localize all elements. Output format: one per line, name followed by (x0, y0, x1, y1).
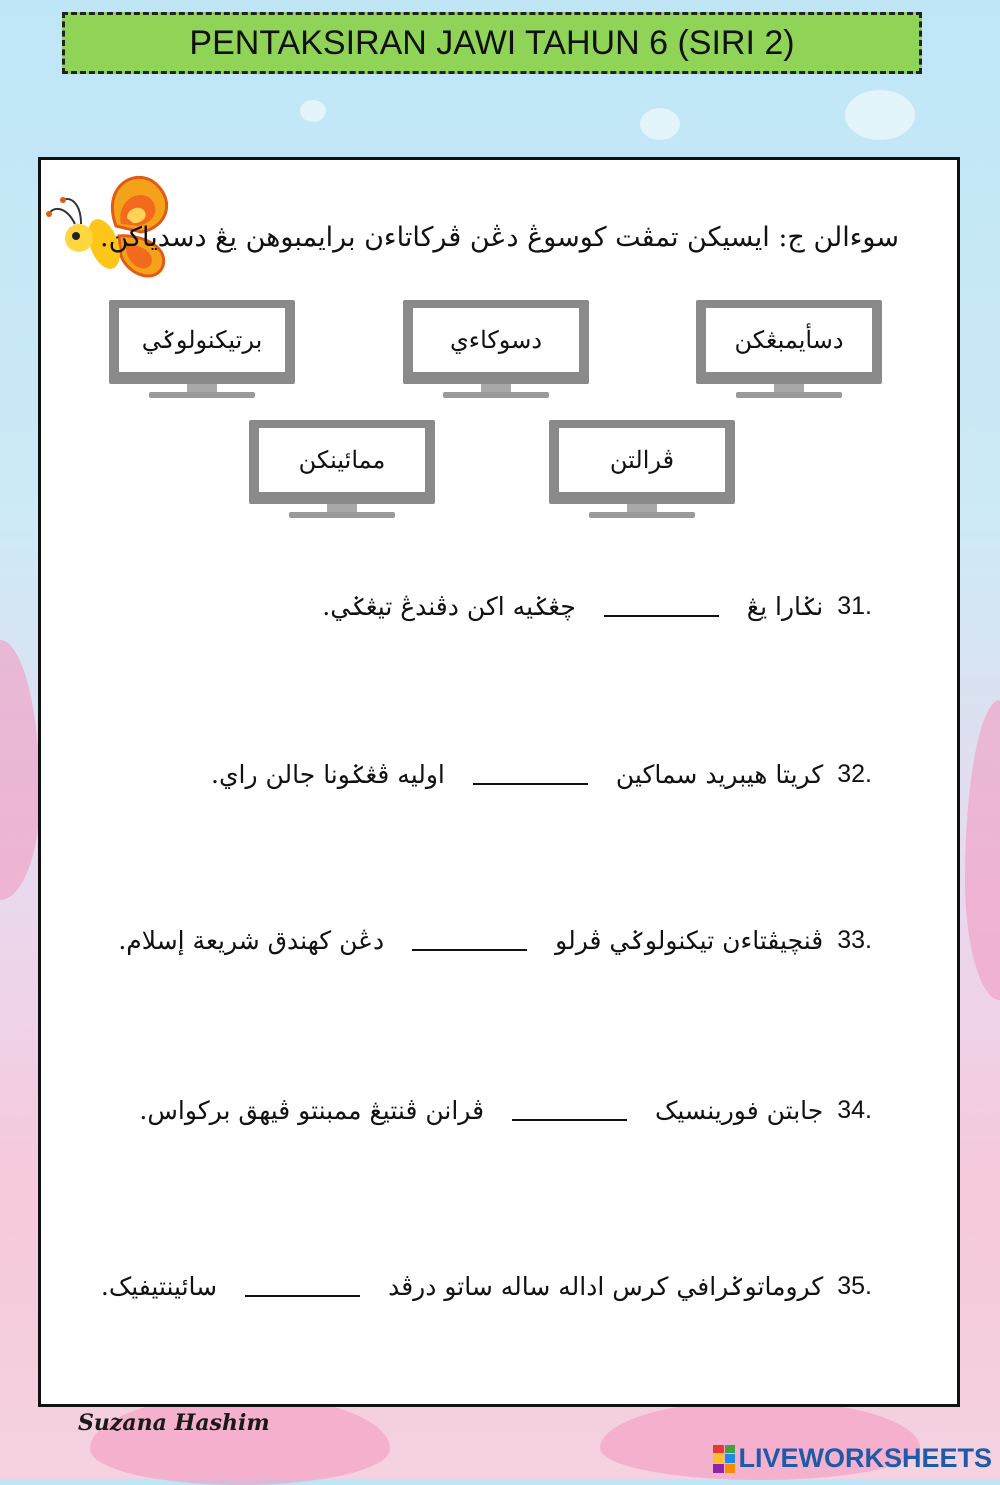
answer-blank[interactable] (512, 1101, 627, 1121)
worksheet-title: PENTAKSIRAN JAWI TAHUN 6 (SIRI 2) (62, 12, 922, 74)
instruction-text: سوءالن ج: ايسيکن تمڤت کوسوڠ دڠن ڤرکاتاءن برايمبوهن يڠ دسدياکن. (99, 222, 899, 253)
question-number: 31. (837, 592, 872, 620)
question-33 (118, 926, 872, 955)
question-text-after: ڤرانن ڤنتيڠ ممبنتو ڤيهق برکواس. (139, 1096, 485, 1125)
background-bubble (640, 108, 680, 140)
question-34 (139, 1096, 872, 1125)
question-text-before: کريتا هيبريد سماکين (615, 760, 824, 789)
background-flower (90, 1395, 390, 1485)
question-31 (322, 592, 872, 621)
liveworksheets-icon (713, 1445, 735, 1473)
question-32 (211, 760, 872, 789)
answer-blank[interactable] (473, 765, 588, 785)
word-option-label: دسوکاءي (413, 308, 579, 372)
word-option-monitor (403, 300, 589, 400)
answer-blank[interactable] (245, 1277, 360, 1297)
word-option-monitor (696, 300, 882, 400)
word-option-monitor (249, 420, 435, 520)
question-number: 32. (837, 760, 872, 788)
question-text-before: ڤنچيڤتاءن تيکنولوݢي ڤرلو (555, 926, 824, 955)
answer-blank[interactable] (412, 931, 527, 951)
brand-name: LIVEWORKSHEETS (738, 1443, 992, 1473)
question-text-after: اوليه ڤڠݢونا جالن راي. (211, 760, 445, 789)
question-text-before: جابتن فورينسيک (655, 1096, 824, 1125)
word-option-label: ڤرالتن (559, 428, 725, 492)
question-number: 33. (837, 926, 872, 954)
background-bubble (845, 90, 915, 140)
background-flower (965, 700, 1000, 1000)
author-signature: Suzana Hashim (78, 1410, 270, 1436)
word-option-label: ممائينکن (259, 428, 425, 492)
background-bubble (300, 100, 326, 122)
word-option-label: برتيکنولوݢي (119, 308, 285, 372)
answer-blank[interactable] (604, 597, 719, 617)
word-option-monitor (549, 420, 735, 520)
word-option-label: دسأيمبڠکن (706, 308, 872, 372)
worksheet-panel (38, 157, 960, 1407)
question-number: 35. (837, 1272, 872, 1300)
question-text-before: نݢارا يڠ (746, 592, 824, 621)
liveworksheets-logo[interactable] (713, 1443, 992, 1474)
question-text-after: دڠن کهندق شريعة إسلام. (118, 926, 385, 955)
question-text-before: کروماتوݢرافي کرس اداله ساله ساتو درڤد (388, 1272, 824, 1301)
question-35 (101, 1272, 872, 1301)
word-option-monitor (109, 300, 295, 400)
background-flower (0, 640, 40, 900)
question-text-after: چڠݢيه اکن دڤندڠ تيڠݢي. (322, 592, 576, 621)
question-text-after: سائينتيفيک. (100, 1272, 218, 1301)
question-number: 34. (837, 1096, 872, 1124)
